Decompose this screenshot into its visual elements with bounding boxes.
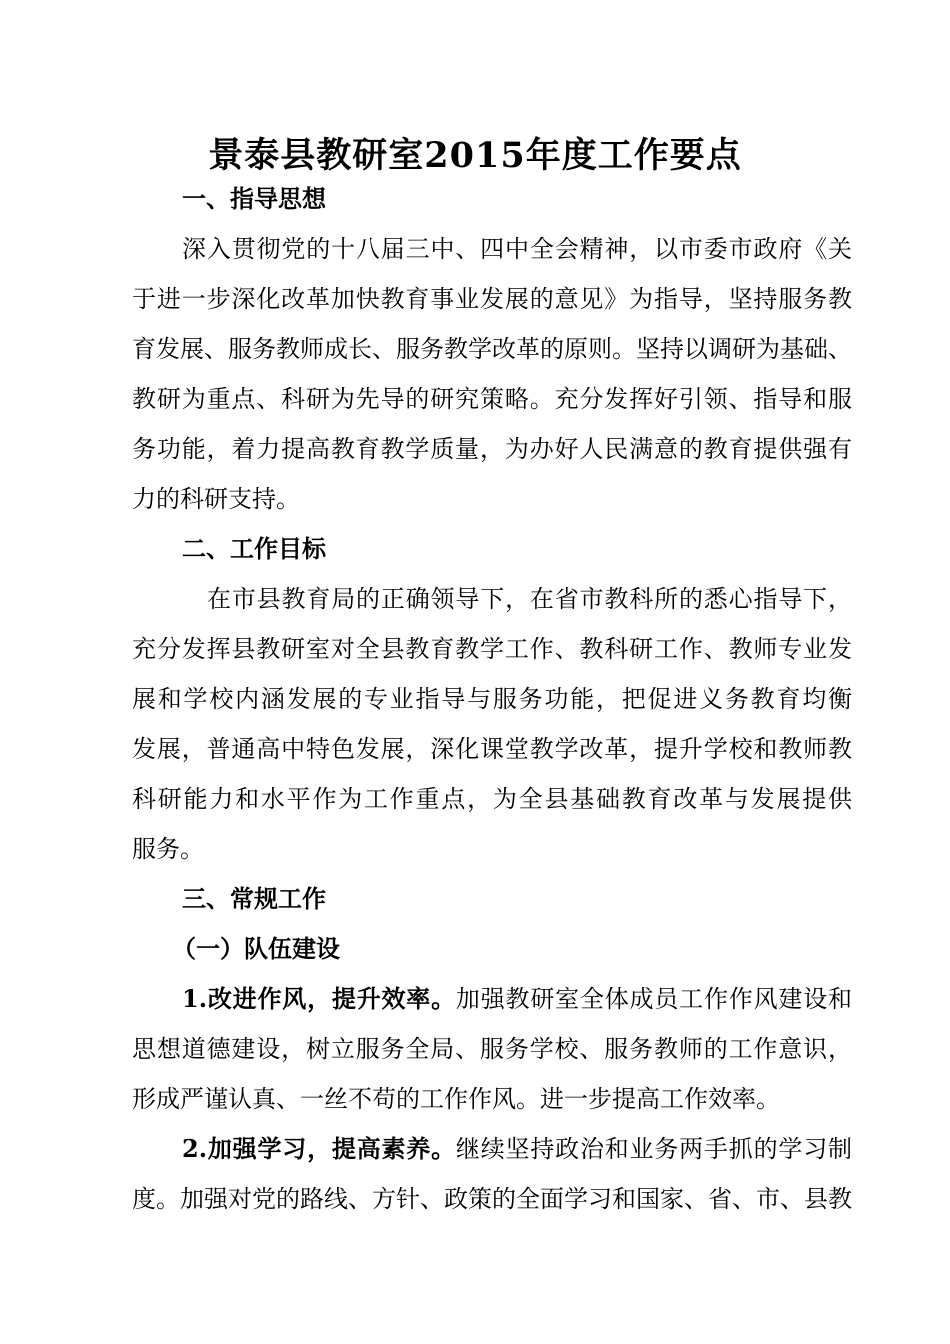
section1-line-5: 务功能，着力提高教育教学质量，为办好人民满意的教育提供强有 xyxy=(132,435,852,463)
section1-line-4: 教研为重点、科研为先导的研究策略。充分发挥好引领、指导和服 xyxy=(132,385,852,413)
section2-heading: 二、工作目标 xyxy=(182,534,326,563)
section1-line-1: 深入贯彻党的十八届三中、四中全会精神，以市委市政府《关 xyxy=(182,235,852,263)
item2-rest: 继续坚持政治和业务两手抓的学习制 xyxy=(455,1135,853,1163)
section2-line-2: 充分发挥县教研室对全县教育教学工作、教科研工作、教师专业发 xyxy=(132,635,852,663)
item1-lead: 1.改进作风，提升效率。 xyxy=(182,984,456,1013)
item2-lead: 2.加强学习，提高素养。 xyxy=(182,1134,456,1163)
section2-line-5: 科研能力和水平作为工作重点，为全县基础教育改革与发展提供 xyxy=(132,785,852,813)
section3-subheading: （一）队伍建设 xyxy=(172,934,340,963)
section2-line-4: 发展，普通高中特色发展，深化课堂教学改革，提升学校和教师教 xyxy=(132,735,852,763)
section3-heading: 三、常规工作 xyxy=(182,884,326,913)
section1-heading: 一、指导思想 xyxy=(182,184,326,213)
item1-line-3: 形成严谨认真、一丝不苟的工作作风。进一步提高工作效率。 xyxy=(132,1085,780,1113)
document-title: 景泰县教研室2015年度工作要点 xyxy=(208,135,742,176)
section2-line-3: 展和学校内涵发展的专业指导与服务功能，把促进义务教育均衡 xyxy=(132,685,852,713)
item1-line-2: 思想道德建设，树立服务全局、服务学校、服务教师的工作意识， xyxy=(132,1035,852,1063)
section2-line-6: 服务。 xyxy=(132,835,204,863)
section1-line-6: 力的科研支持。 xyxy=(132,485,300,513)
section2-line-1: 在市县教育局的正确领导下，在省市教科所的悉心指导下， xyxy=(207,585,852,613)
item2-first-line xyxy=(182,1133,852,1165)
item2-line-2: 度。加强对党的路线、方针、政策的全面学习和国家、省、市、县教 xyxy=(132,1185,852,1213)
item1-rest: 加强教研室全体成员工作作风建设和 xyxy=(455,985,853,1013)
section1-line-2: 于进一步深化改革加快教育事业发展的意见》为指导，坚持服务教 xyxy=(132,285,852,313)
section1-line-3: 育发展、服务教师成长、服务教学改革的原则。坚持以调研为基础、 xyxy=(132,335,852,363)
item1-first-line xyxy=(182,983,852,1015)
